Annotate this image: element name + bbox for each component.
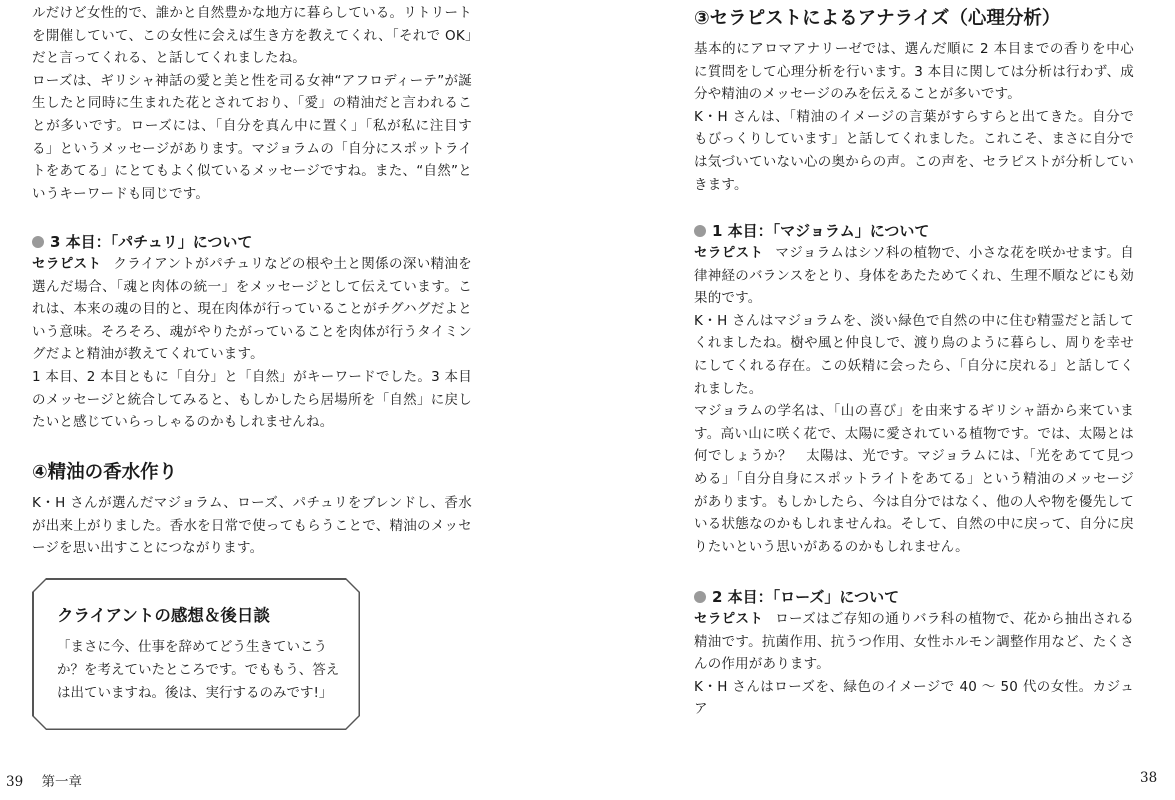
- right-page: [694, 0, 1134, 800]
- paragraph: マジョラムの学名は、「山の喜び」を由来するギリシャ語から来ています。高い山に咲く花で、太陽に愛されている植物です。では、太陽とは何でしょうか？ 太陽は、光です。マジョラムには、「光をあてて見つめる」「自分自身にスポットライトをあてる」という精油のメッセージがあります。もしかしたら、今は自分ではなく、他の人や物を優先している状態なのかもしれませんね。そして、自然の中に戻って、自分に戻りたいという思いがあるのかもしれません。: [694, 403, 1134, 555]
- sub-heading: [694, 586, 1134, 608]
- paragraph: [32, 253, 472, 366]
- paragraph-text: ローズはご存知の通りバラ科の植物で、花から抽出される精油です。抗菌作用、抗うつ作用、女性ホルモン調整作用など、たくさんの作用があります。: [694, 611, 1135, 673]
- section-3: [694, 6, 1134, 196]
- callout-title: クライアントの感想＆後日談: [57, 606, 270, 625]
- sub-heading: [694, 220, 1134, 242]
- bullet-icon: [32, 236, 44, 248]
- section-4: [32, 460, 472, 560]
- section-heading: ③セラピストによるアナライズ（心理分析）: [694, 8, 1061, 29]
- paragraph: K・H さんはマジョラムを、淡い緑色で自然の中に住む精霊だと話してくれましたね。樹や風と仲良しで、渡り鳥のように暮らし、周りを幸せにしてくれる存在。この妖精に会ったら、「自分に戻れる」と話してくれました。: [694, 312, 1134, 397]
- speaker-label: セラピスト: [694, 611, 764, 627]
- intro-text: [32, 2, 472, 205]
- page-number-left: [6, 770, 82, 790]
- callout-text: 「まさに今、仕事を辞めてどう生きていこうか？を考えていたところです。でももう、答えは出ていますね。後は、実行するのみです!」: [57, 639, 340, 701]
- chapter-label: 第一章: [41, 774, 82, 790]
- section-heading: ④精油の香水作り: [32, 462, 178, 483]
- sub-heading-text: 1 本目：「マジョラム」について: [712, 222, 930, 240]
- page-number: 39: [6, 774, 24, 790]
- sub-heading-text: 2 本目：「ローズ」について: [712, 588, 900, 606]
- bullet-icon: [694, 225, 706, 237]
- paragraph: 基本的にアロマアナリーゼでは、選んだ順に 2 本目までの香りを中心に質問をして心理分析を行います。3 本目に関しては分析は行わず、成分や精油のメッセージのみを伝えることが多いです。: [694, 41, 1134, 103]
- sub-heading-text: 3 本目：「パチュリ」について: [50, 233, 253, 251]
- paragraph: [694, 608, 1134, 676]
- speaker-label: セラピスト: [694, 245, 764, 261]
- paragraph: K・H さんは、「精油のイメージの言葉がすらすらと出てきた。自分でもびっくりしています」と話してくれました。これこそ、まさに自分では気づいていない心の奥からの声。この声を、セラピストが分析していきます。: [694, 108, 1134, 193]
- speaker-label: セラピスト: [32, 256, 102, 272]
- second-oil-section: [694, 586, 1134, 721]
- third-oil-section: [32, 231, 472, 434]
- page-number-right: 38: [1140, 770, 1158, 786]
- sub-heading: [32, 231, 472, 253]
- paragraph: 1 本目、2 本目ともに「自分」と「自然」がキーワードでした。3 本目のメッセージと統合してみると、もしかしたら居場所を「自然」に戻したいと感じていらっしゃるのかもしれませんね。: [32, 368, 472, 431]
- paragraph-text: クライアントがパチュリなどの根や土と関係の深い精油を選んだ場合、「魂と肉体の統一」をメッセージとして伝えています。これは、本来の魂の目的と、現在肉体が行っていることがチグハグだよという意味。そろそろ、魂がやりたがっていることを肉体が行うタイミングだよと精油が教えてくれています。: [32, 256, 472, 363]
- first-oil-section: [694, 220, 1134, 558]
- paragraph-text: マジョラムはシソ科の植物で、小さな花を咲かせます。自律神経のバランスをとり、身体をあたためてくれ、生理不順などにも効果的です。: [694, 245, 1134, 307]
- paragraph: ルだけど女性的で、誰かと自然豊かな地方に暮らしている。リトリートを開催していて、この女性に会えば生き方を教えてくれ、「それで OK」だと言ってくれる、と話してくれましたね。: [32, 5, 472, 67]
- paragraph: K・H さんが選んだマジョラム、ローズ、パチュリをブレンドし、香水が出来上がりました。香水を日常で使ってもらうことで、精油のメッセージを思い出すことにつながります。: [32, 495, 472, 557]
- paragraph: K・H さんはローズを、緑色のイメージで 40 ～ 50 代の女性。カジュア: [694, 678, 1134, 718]
- bullet-icon: [694, 591, 706, 603]
- paragraph: [694, 242, 1134, 310]
- paragraph: ローズは、ギリシャ神話の愛と美と性を司る女神“アフロディーテ”が誕生したと同時に生まれた花とされており、「愛」の精油だと言われることが多いです。ローズには、「自分を真ん中に置く」「私が私に注目する」というメッセージがあります。マジョラムの「自分にスポットライトをあてる」にとてもよく似ているメッセージですね。また、“自然”というキーワードも同じです。: [32, 72, 472, 202]
